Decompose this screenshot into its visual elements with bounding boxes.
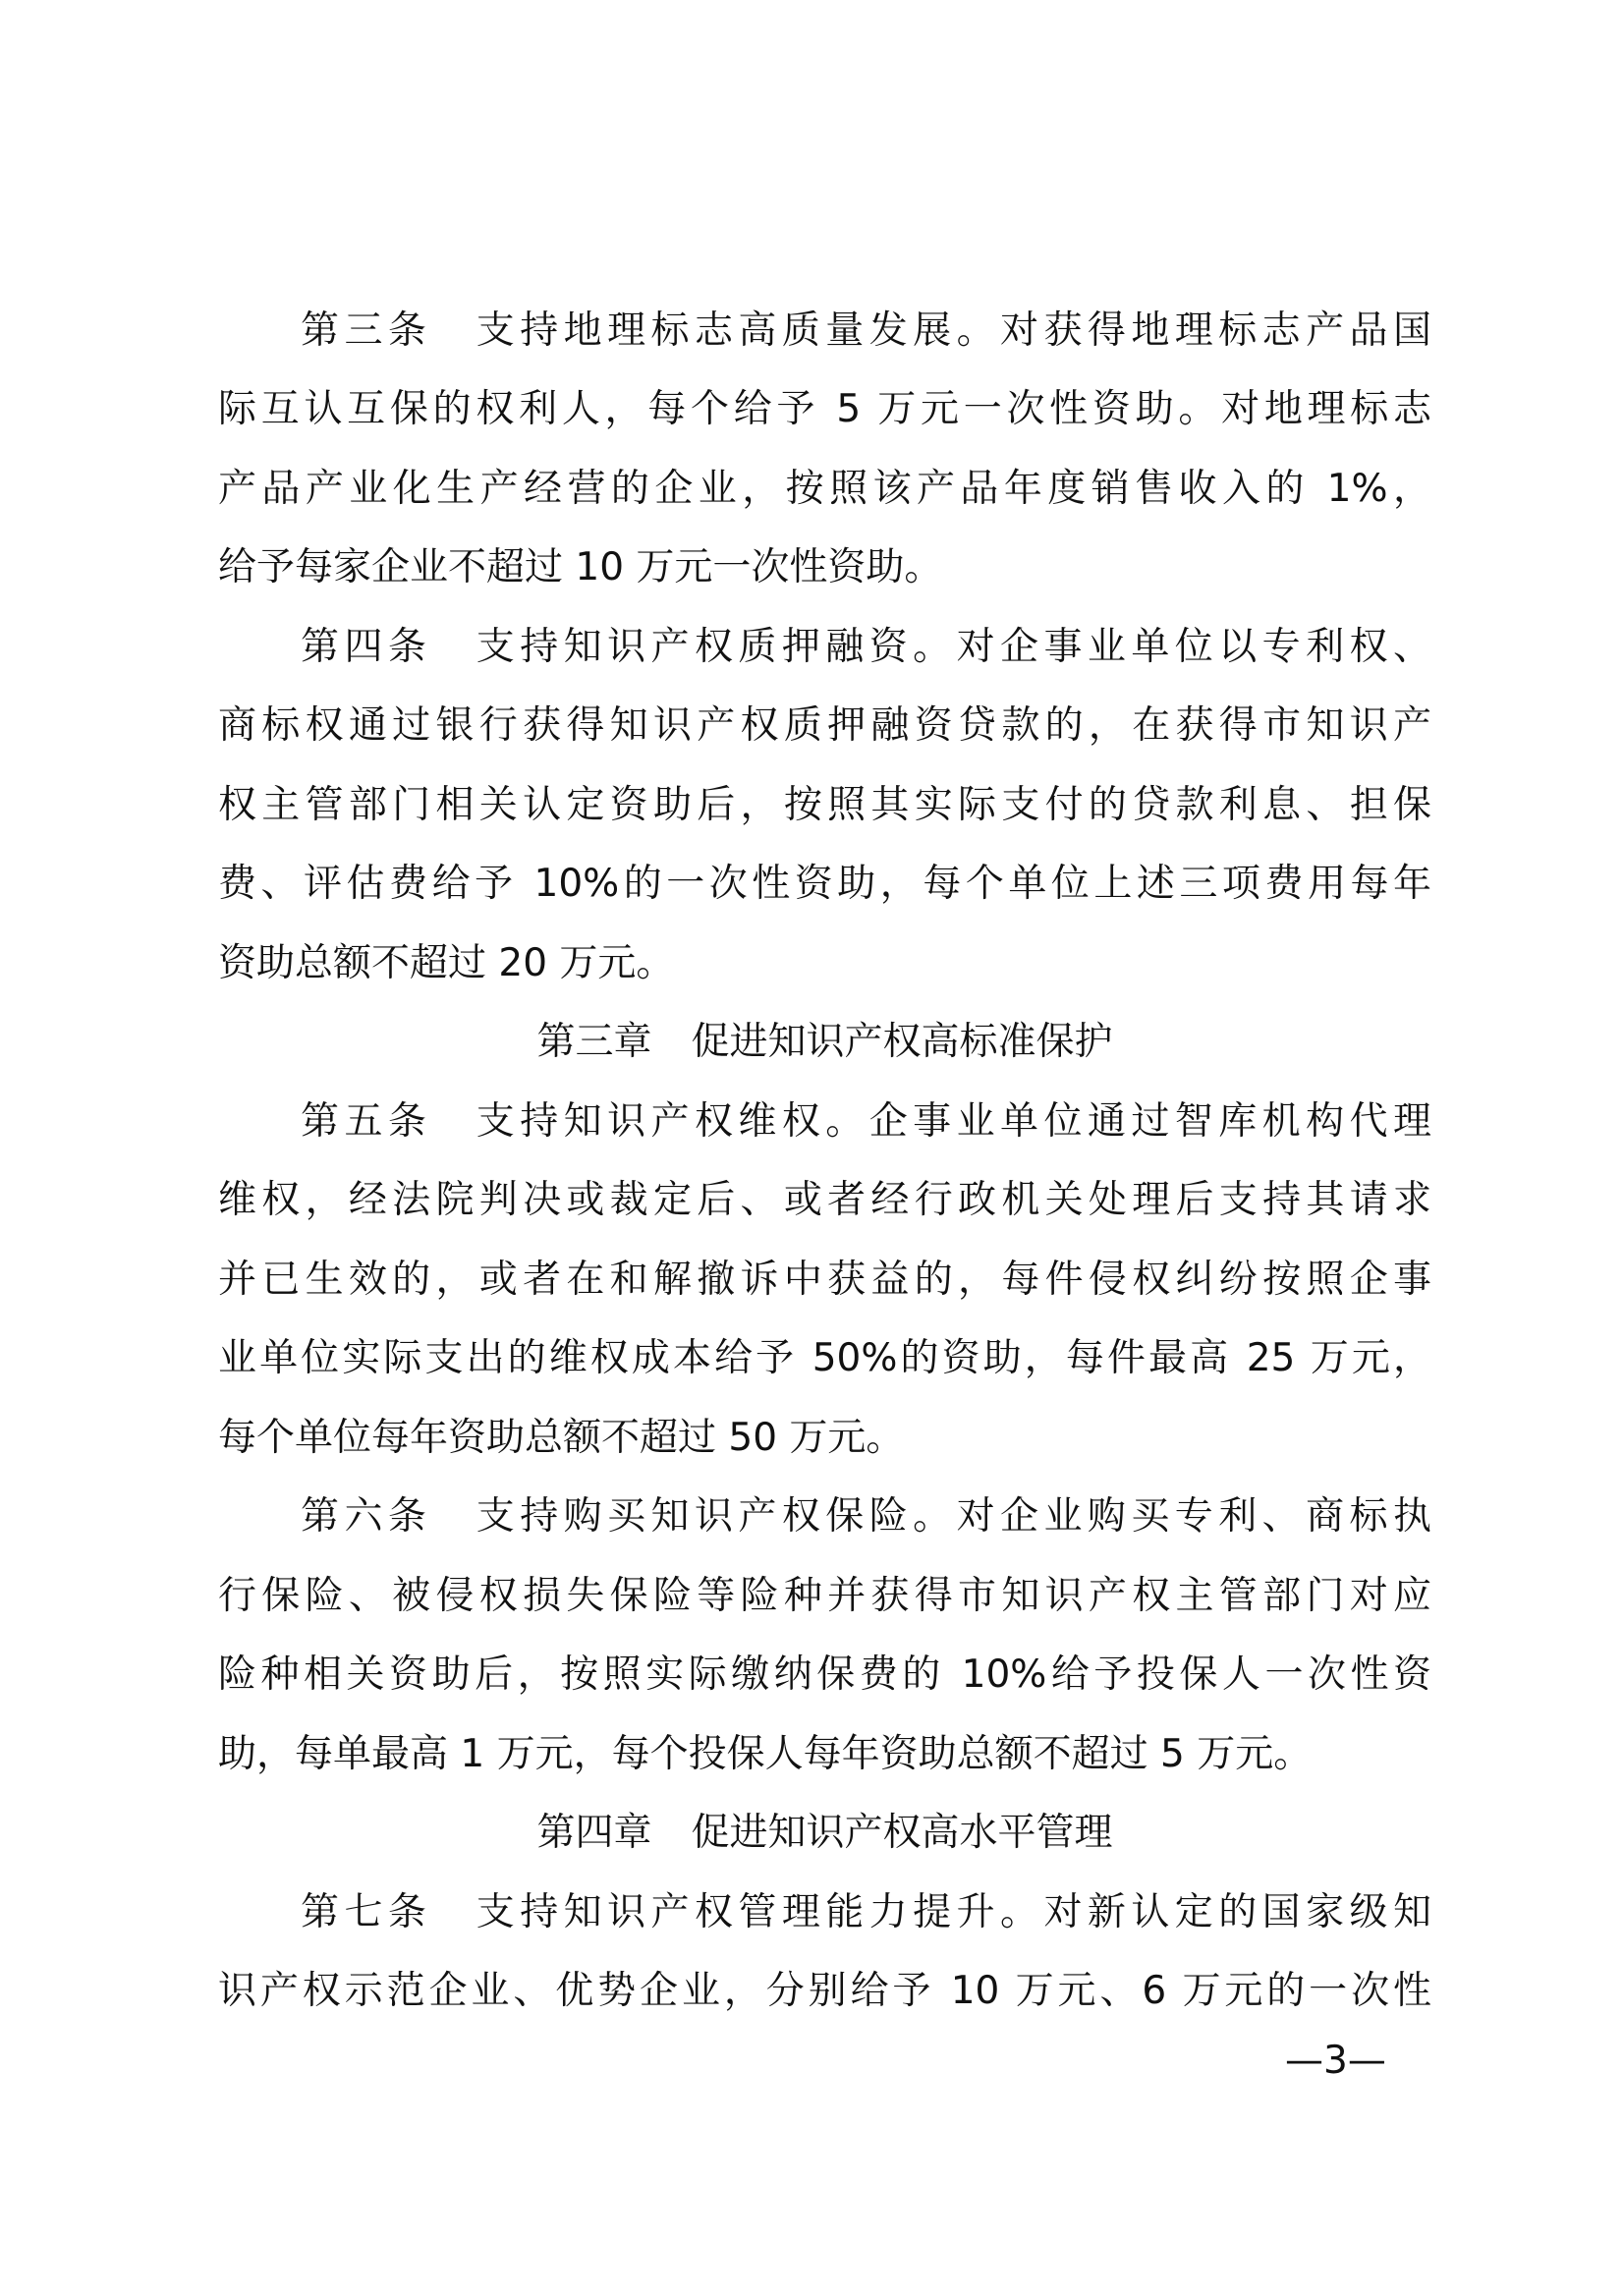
article-5-line-5: 每个单位每年资助总额不超过 50 万元。 — [218, 1416, 905, 1460]
article-5-line-2: 维权，经法院判决或裁定后、或者经行政机关处理后支持其请求 — [218, 1178, 1431, 1222]
article-4-line-5: 资助总额不超过 20 万元。 — [218, 941, 675, 985]
article-7-line-2: 识产权示范企业、优势企业，分别给予 10 万元、6 万元的一次性 — [218, 1969, 1431, 2013]
page-number: —3— — [1285, 2039, 1386, 2083]
article-7-title: 支持知识产权管理能力提升。对新认定的国家级知 — [471, 1890, 1431, 1934]
article-6-line-3: 险种相关资助后，按照实际缴纳保费的 10%给予投保人一次性资 — [218, 1652, 1431, 1697]
chapter-4-label: 第四章 — [536, 1811, 652, 1855]
article-5-first-line — [301, 1099, 1431, 1144]
article-6-line-2: 行保险、被侵权损失保险等险种并获得市知识产权主管部门对应 — [218, 1574, 1431, 1618]
article-4-line-2: 商标权通过银行获得知识产权质押融资贷款的，在获得市知识产 — [218, 703, 1431, 748]
article-3-line-3: 产品产业化生产经营的企业，按照该产品年度销售收入的 1%， — [218, 467, 1431, 511]
article-5-line-3: 并已生效的，或者在和解撤诉中获益的，每件侵权纠纷按照企事 — [218, 1258, 1431, 1302]
article-3-line-4: 给予每家企业不超过 10 万元一次性资助。 — [218, 545, 943, 589]
article-5-line-4: 业单位实际支出的维权成本给予 50%的资助，每件最高 25 万元， — [218, 1336, 1431, 1380]
article-6-title: 支持购买知识产权保险。对企业购买专利、商标执 — [471, 1494, 1431, 1539]
chapter-4-title: 促进知识产权高水平管理 — [691, 1811, 1113, 1855]
article-5-label: 第五条 — [301, 1099, 432, 1144]
article-7-first-line — [301, 1890, 1431, 1934]
article-4-line-3: 权主管部门相关认定资助后，按照其实际支付的贷款利息、担保 — [218, 783, 1431, 827]
article-7-label: 第七条 — [301, 1890, 432, 1934]
article-5-title: 支持知识产权维权。企事业单位通过智库机构代理 — [471, 1099, 1431, 1144]
chapter-3-heading — [218, 1020, 1431, 1064]
chapter-3-label: 第三章 — [536, 1020, 652, 1064]
article-4-first-line — [301, 625, 1431, 669]
article-4-title: 支持知识产权质押融资。对企事业单位以专利权、 — [471, 625, 1431, 669]
article-3-line-2: 际互认互保的权利人，每个给予 5 万元一次性资助。对地理标志 — [218, 387, 1431, 431]
chapter-4-heading — [218, 1811, 1431, 1855]
article-3-first-line — [301, 308, 1431, 353]
article-4-line-4: 费、评估费给予 10%的一次性资助，每个单位上述三项费用每年 — [218, 862, 1431, 906]
article-6-first-line — [301, 1494, 1431, 1539]
article-4-label: 第四条 — [301, 625, 432, 669]
article-6-line-4: 助，每单最高 1 万元，每个投保人每年资助总额不超过 5 万元。 — [218, 1732, 1313, 1776]
article-3-title: 支持地理标志高质量发展。对获得地理标志产品国 — [471, 308, 1431, 353]
chapter-3-title: 促进知识产权高标准保护 — [691, 1020, 1113, 1064]
article-6-label: 第六条 — [301, 1494, 432, 1539]
article-3-label: 第三条 — [301, 308, 432, 353]
